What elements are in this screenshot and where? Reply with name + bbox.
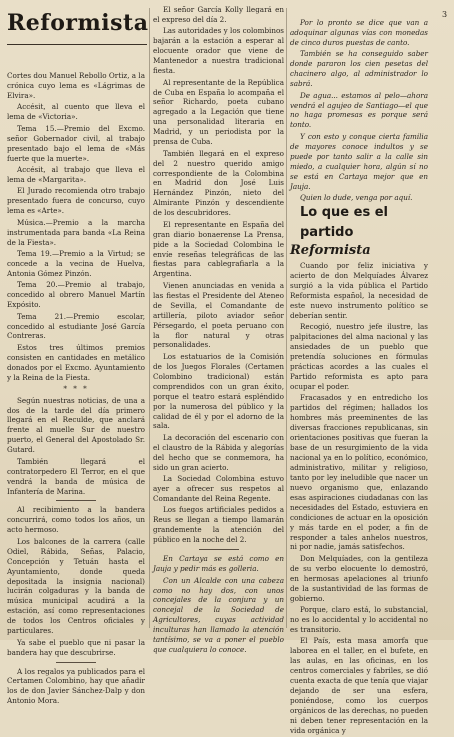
paragraph: Fracasados y en entredicho los partidos del régimen; hallados los hombres más preeminentes de las diversas fracciones republicanas, sin orientaciones positivas que fueran la base de un resurgimiento de la vida nacional ya en lo político, económico, administrativo, militar y religioso, tanto por ley ineludible que nacer un nuevo organismo que, enlazando esas aspiraciones ciudadanas con las necesidades del Estado, estuviera en condiciones de actuar en la oposición y más tarde en el poder, a fin de responder a tales anhelos nuestros, ni por nadie, jamás satisfechos.	[290, 393, 428, 552]
page-number: 3	[442, 10, 448, 19]
divider	[56, 662, 96, 663]
masthead-rule	[7, 44, 147, 45]
paragraph: En Cartaya se está como en Jauja y pedir más es golleria.	[153, 554, 284, 574]
paragraph: Quien lo dude, venga por aquí.	[300, 192, 413, 202]
paragraph: Estos tres últimos premios consisten en cantidades en metálico donados por el Excmo. Ayuntamiento y la Reina de la Fiesta.	[7, 342, 145, 382]
paragraph: Las autoridades y los colombinos bajarán a la estación a esperar al elocuente orador que viene de Mantenedor a nuestra tradicional fiesta.	[153, 26, 284, 76]
paragraph: El País, esta masa amorfa que laborea en el taller, en el bufete, en las aulas, en las oficinas, en los centros comerciales y fabriles, se dió cuenta exacta de que tenía que viajar dejando de ser una esfera, poniéndose, como los cuerpos orgánicos de las derechas, no pueden ni deben tener representación en la vida orgánica y	[290, 636, 428, 735]
column-divider	[286, 8, 287, 628]
paragraph: También llegará el contratorpedero El Terror, en el que vendrá la banda de música de Infantería de Marina.	[7, 456, 145, 496]
paragraph: Accésit, al trabajo que lleva el lema de «Margarita».	[7, 164, 145, 184]
paragraph: A los regalos ya publicados para el Certamen Colombino, hay que añadir los de don Javier Sánchez-Dalp y don Antonio Mora.	[7, 666, 145, 706]
article-headline: Lo que es el	[300, 205, 388, 221]
paragraph: Accésit, al cuento que lleva el lema de «Victoria».	[7, 102, 145, 122]
paragraph: Y con esto y conque cierta familia de mayores conoce indultos y se puede por tanto salir a la calle sin miedo, a cualquier hora, algún sí no se está en Cartaya mejor que en Jauja.	[290, 131, 428, 191]
divider	[199, 549, 239, 550]
paragraph: Según nuestras noticias, de una a dos de la tarde del día primero llegará en el Reculde, que anclará frente al muelle Sur de nuestro puerto, el General del Apostolado Sr. Gutard.	[7, 395, 145, 455]
paragraph: Los balcones de la carrera (calle Odiel, Rábida, Señas, Palacio, Concepción y Tetuán hasta el Ayuntamiento, donde queda depositada la insignia nacional) lucirán colgaduras y la banda de música municipal acudirá a la estación, así como representaciones de todos los Centros oficiales y particulares.	[7, 536, 145, 636]
paragraph: Con un Alcalde con una cabeza como no hay dos, con unos concejales de la conjura y un concejal de la Sociedad de Agricultores, cuyas actividad inculturas han llamado la atención tantísimo, se va a poner el pueblo que cualquiera lo conoce.	[153, 575, 284, 655]
paragraph: La decoración del escenario con el claustro de la Rábida y alegorías del hecho que se conmemora, ha sido un gran acierto.	[153, 432, 284, 472]
divider	[56, 500, 96, 501]
paragraph: El representante en España del gran diario bonaerense La Prensa, pide a la Sociedad Colombina le envíe reseñas telegráficas de las fiestas para cablegrafiarla a la Argentina.	[153, 219, 284, 279]
paragraph: Los fuegos artificiales pedidos a Reus se llegan a tiempo llamarán grandemente la atención del público en la noche del 2.	[153, 505, 284, 545]
paragraph: Al recibimiento a la bandera concurrirá, como todos los años, un acto hermoso.	[7, 505, 145, 535]
section-separator: * * *	[63, 384, 89, 394]
paragraph: Vienen anunciadas en venida a las fiestas el Presidente del Ateneo de Sevilla, el Comandante de artillería, piloto aviador señor Pérsegardo, el poeta peruano con la flor natural y otras personalidades.	[153, 280, 284, 350]
paragraph: Por lo pronto se dice que van a adoquinar algunas vías con monedas de cinco duros puestas de canto.	[290, 18, 428, 47]
paragraph: También llegará en el expreso del 2 nuestro querido amigo correspondiente de la Colombina en Madrid don José Luis Hernández Pinzón, nieto del Almirante Pinzón y descendiente de los descubridores.	[153, 148, 284, 218]
paragraph: Don Melquíades, con la gentileza de su verbo elocuente lo demostró, en hermosas apelaciones al triunfo de la sustantividad de las formas de gobierno.	[290, 553, 428, 603]
column-middle	[153, 5, 284, 657]
paragraph: Al representante de la República de Cuba en España lo acompaña el señor Richardo, poeta cubano agregado a la Legación que tiene una personalidad literaria en Madrid, y un periodista por la prensa de Cuba.	[153, 77, 284, 147]
paragraph: Cuando por feliz iniciativa y acierto de don Melquíades Álvarez surgió a la vida pública el Partido Reformista español, la necesidad de este nuevo instrumento político se deberían sentir.	[290, 261, 428, 320]
paragraph: La Sociedad Colombina estuvo ayer a ofrecer sus respetos al Comandante del Reina Regente.	[153, 474, 284, 503]
paragraph: Tema 15.—Premio del Excmo. señor Gobernador civil, al trabajo presentado bajo el lema de «Más fuerte que la muerte».	[7, 123, 145, 163]
column-left	[7, 71, 145, 708]
paragraph: Cortes dou Manuel Rebollo Ortiz, a la crónica cuyo lema es «Lágrimas de Elvira».	[7, 71, 145, 100]
column-right	[290, 18, 428, 737]
masthead-logo: Reformista	[7, 10, 149, 36]
paragraph: El señor García Kolly llegará en el expreso del día 2.	[153, 5, 284, 24]
article-headline-line2	[290, 224, 428, 260]
headline-party-name: Reformista	[290, 242, 371, 258]
paragraph: Tema 19.—Premio a la Virtud; se concede a la vecina de Huelva, Antonia Gómez Pinzón.	[7, 248, 145, 278]
paragraph: El Jurado recomienda otro trabajo presentado fuera de concurso, cuyo lema es «Arte».	[7, 186, 145, 216]
column-divider	[149, 8, 150, 628]
paragraph: Música.—Premio a la marcha instrumentada para banda «La Reina de la Fiesta».	[7, 217, 145, 247]
paragraph: Recogió, nuestro jefe ilustre, las palpitaciones del alma nacional y las ansiedades de un pueblo que pretendía soluciones en fórmulas prácticas acordes a las cuales el Partido reformista es apto para ocupar el poder.	[290, 322, 428, 391]
paragraph: Tema 20.—Premio al trabajo, concedido al obrero Manuel Martín Expósito.	[7, 280, 145, 310]
paragraph: Ya sabe el pueblo que ni pasar la bandera hay que descubrirse.	[7, 637, 145, 657]
paragraph: También se ha conseguido saber donde pararon los cien pesetas del chacinero algo, al administrador lo sabrá.	[290, 49, 428, 89]
headline-prefix: partido	[300, 224, 354, 240]
paragraph: De agua... estamos al pelo—ahora vendrá el agujeo de Santiago—el que no haga promesas es porque será tonto.	[290, 90, 428, 130]
paragraph: Los estatuarios de la Comisión de los Juegos Florales (Certamen Colombino tradicional) están comprendidos con un gran éxito, porque el teatro estará espléndido por la numerosa del público y la calidad de él y por el adorno de la sala.	[153, 351, 284, 431]
paragraph: Porque, claro está, lo substancial, no es lo accidental y lo accidental no es transitorio.	[290, 605, 428, 634]
paragraph: Tema 21.—Premio escolar, concedido al estudiante José García Contreras.	[7, 311, 145, 341]
